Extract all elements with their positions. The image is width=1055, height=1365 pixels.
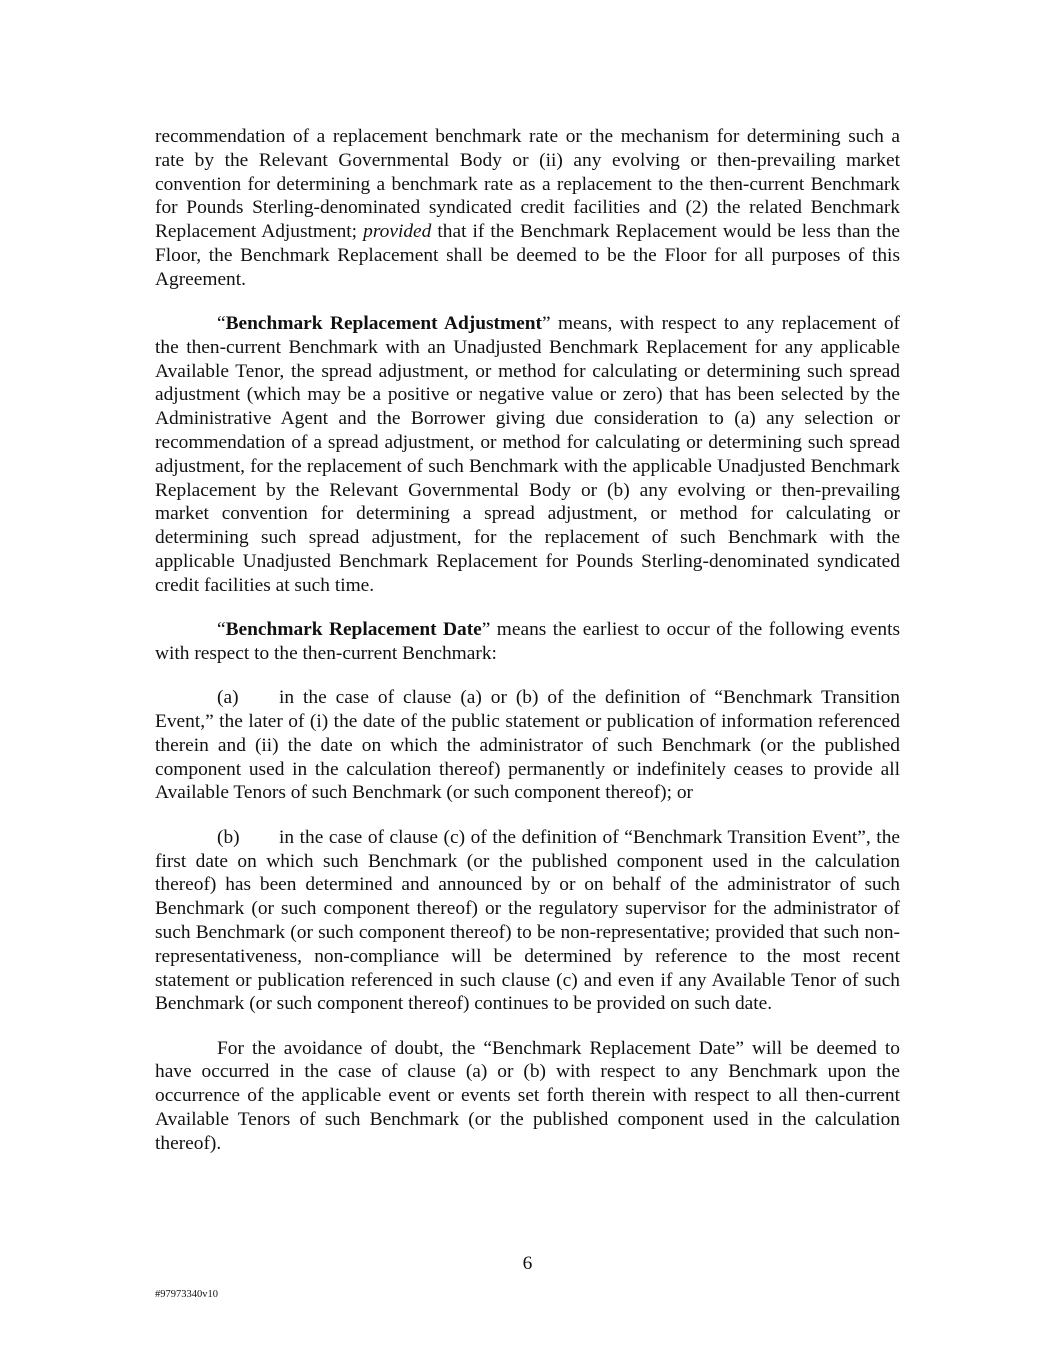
- open-quote: “: [217, 619, 226, 641]
- paragraph-benchmark-replacement-continued: [155, 125, 900, 292]
- italic-term-provided: provided: [363, 221, 432, 243]
- defined-term: Benchmark Replacement Adjustment: [225, 313, 542, 335]
- page-number: 6: [522, 1253, 533, 1274]
- defined-term: Benchmark Replacement Date: [225, 619, 482, 641]
- definition-text: ” means, with respect to any replacement of the then-current Benchmark with an Unadjusted Benchmark Replacement for any applicable Available Tenor, the spread adjustment, or method for calculating or determining such spread adjustment (which may be a positive or negative value or zero) that has been selected by the Administrative Agent and the Borrower giving due consideration to (a) any selection or recommendation of a spread adjustment, or method for calculating or determining such spread adjustment, for the replacement of such Benchmark with the applicable Unadjusted Benchmark Replacement by the Relevant Governmental Body or (b) any evolving or then-prevailing market convention for determining a spread adjustment, or method for calculating or determining such spread adjustment, for the replacement of such Benchmark with the applicable Unadjusted Benchmark Replacement for Pounds Sterling-denominated syndicated credit facilities at such time.: [155, 313, 900, 596]
- clause-text: in the case of clause (c) of the definition of “Benchmark Transition Event”, the first date on which such Benchmark (or the published component used in the calculation thereof) has been determined and announced by or on behalf of the administrator of such Benchmark (or such component thereof) or the regulatory supervisor for the administrator of such Benchmark (or such component thereof) to be non-representative; provided that such non-representativeness, non-compliance will be determined by reference to the most recent statement or publication referenced in such clause (c) and even if any Available Tenor of such Benchmark (or such component thereof) continues to be provided on such date.: [155, 826, 900, 1015]
- definition-benchmark-replacement-date: [155, 618, 900, 666]
- document-id: #97973340v10: [155, 1289, 218, 1300]
- paragraph-text: For the avoidance of doubt, the “Benchmark Replacement Date” will be deemed to have occurred in the case of clause (a) or (b) with respect to any Benchmark upon the occurrence of the applicable event or events set forth therein with respect to all then-current Available Tenors of such Benchmark (or the published component used in the calculation thereof).: [155, 1037, 900, 1154]
- document-body: [155, 125, 900, 1156]
- clause-item-b: [155, 826, 900, 1016]
- definition-benchmark-replacement-adjustment: [155, 312, 900, 598]
- clause-item-a: [155, 686, 900, 805]
- clause-text: in the case of clause (a) or (b) of the definition of “Benchmark Transition Event,” the later of (i) the date of the public statement or publication of information referenced therein and (ii) the date on which the administrator of such Benchmark (or the published component used in the calculation thereof) permanently or indefinitely ceases to provide all Available Tenors of such Benchmark (or such component thereof); or: [155, 687, 900, 804]
- clause-label: (b): [217, 826, 240, 848]
- paragraph-avoidance-of-doubt: [155, 1037, 900, 1156]
- clause-label: (a): [217, 687, 239, 709]
- paragraph-text: recommendation of a replacement benchmark rate or the mechanism for determining such a rate by the Relevant Governmental Body or (ii) any evolving or then-prevailing market convention for determining a benchmark rate as a replacement to the then-current Benchmark for Pounds Sterling-denominated syndicated credit facilities and (2) the related Benchmark Replacement Adjustment;: [155, 126, 900, 243]
- open-quote: “: [217, 313, 226, 335]
- paragraph-text: that if the Benchmark Replacement would be less than the Floor, the Benchmark Replacement shall be deemed to be the Floor for all purposes of this Agreement.: [155, 221, 900, 290]
- definition-text: ” means the earliest to occur of the following events with respect to the then-current Benchmark:: [155, 619, 901, 664]
